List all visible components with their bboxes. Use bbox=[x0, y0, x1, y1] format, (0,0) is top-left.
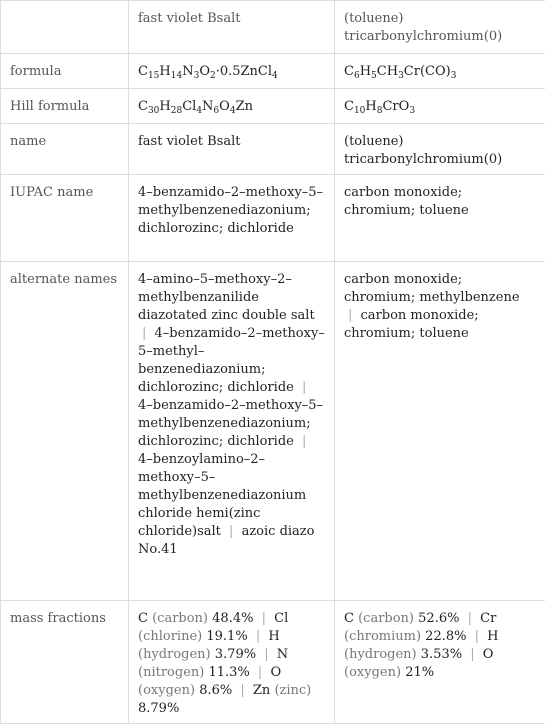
separator: | bbox=[255, 629, 261, 644]
formula-subscript: 3 bbox=[450, 71, 457, 81]
separator: | bbox=[348, 308, 353, 323]
separator: | bbox=[257, 665, 263, 680]
element-symbol: N bbox=[276, 647, 289, 662]
hill-formula-cell bbox=[129, 89, 335, 124]
formula-part: N bbox=[202, 99, 214, 114]
mass-percent: 21% bbox=[405, 665, 435, 680]
formula-subscript: 3 bbox=[398, 71, 404, 81]
formula-subscript: 10 bbox=[353, 106, 366, 116]
formula-subscript: 4 bbox=[272, 71, 278, 81]
element-name: (chromium) bbox=[344, 629, 422, 644]
formula-subscript: 30 bbox=[147, 106, 160, 116]
formula-subscript: 8 bbox=[376, 106, 383, 116]
element-symbol: H bbox=[487, 629, 499, 644]
formula-part: H bbox=[359, 64, 372, 79]
element-name: (oxygen) bbox=[344, 665, 402, 680]
formula-part: H bbox=[159, 64, 171, 79]
separator: | bbox=[264, 647, 269, 662]
alternate-names-cell bbox=[335, 262, 545, 601]
separator: | bbox=[301, 434, 307, 449]
alternate-names-cell bbox=[129, 262, 335, 601]
element-symbol: C bbox=[344, 611, 354, 626]
corner-cell bbox=[1, 1, 129, 54]
formula-part: Cl bbox=[182, 99, 197, 114]
iupac-name-cell: 4–benzamido–2–methoxy–5–methylbenzenediazonium; dichlorozinc; dichloride bbox=[129, 175, 335, 262]
header-row bbox=[1, 1, 545, 54]
separator: | bbox=[301, 380, 307, 395]
alternate-name: 4–benzamido–2–methoxy–5–methylbenzenediazonium; dichlorozinc; dichloride bbox=[138, 398, 324, 449]
element-symbol: H bbox=[268, 629, 280, 644]
formula-subscript: 5 bbox=[371, 71, 377, 81]
formula-part: Zn bbox=[235, 99, 253, 114]
separator: | bbox=[474, 629, 480, 644]
formula-part: CrO bbox=[382, 99, 410, 114]
formula-part: N bbox=[182, 64, 194, 79]
mass-percent: 11.3% bbox=[208, 665, 250, 680]
column-header-toluene-chromium: (toluene) tricarbonylchromium(0) bbox=[335, 1, 545, 54]
formula-part: C bbox=[138, 64, 148, 79]
element-symbol: Cl bbox=[274, 611, 289, 626]
row-label-alternate-names: alternate names bbox=[1, 262, 129, 601]
name-row bbox=[1, 124, 545, 175]
element-symbol: Cr bbox=[480, 611, 497, 626]
element-name: (chlorine) bbox=[138, 629, 203, 644]
separator: | bbox=[261, 611, 266, 626]
mass-fractions-row bbox=[1, 601, 545, 724]
formula-subscript: 3 bbox=[409, 106, 416, 116]
mass-fractions-cell bbox=[335, 601, 545, 724]
element-name: (carbon) bbox=[358, 611, 415, 626]
formula-subscript: 4 bbox=[196, 106, 203, 116]
mass-percent: 19.1% bbox=[206, 629, 248, 644]
alternate-name: 4–amino–5–methoxy–2–methylbenzanilide diazotated zinc double salt bbox=[138, 272, 315, 323]
separator: | bbox=[229, 524, 234, 539]
iupac-name-row bbox=[1, 175, 545, 262]
element-symbol: O bbox=[270, 665, 282, 680]
element-name: (nitrogen) bbox=[138, 665, 205, 680]
formula-part: O bbox=[219, 99, 230, 114]
element-name: (hydrogen) bbox=[138, 647, 211, 662]
formula-part: H bbox=[365, 99, 377, 114]
alternate-name: carbon monoxide; chromium; methylbenzene bbox=[344, 272, 520, 305]
row-label-mass-fractions: mass fractions bbox=[1, 601, 129, 724]
alternate-name: 4–benzamido–2–methoxy–5–methyl–benzenediazonium; dichlorozinc; dichloride bbox=[138, 326, 325, 395]
mass-percent: 8.79% bbox=[138, 701, 180, 716]
mass-percent: 22.8% bbox=[425, 629, 467, 644]
mass-percent: 48.4% bbox=[212, 611, 254, 626]
formula-subscript: 4 bbox=[229, 106, 236, 116]
separator: | bbox=[142, 326, 147, 341]
formula-cell bbox=[335, 54, 545, 89]
formula-part: H bbox=[159, 99, 171, 114]
formula-part: ·0.5ZnCl bbox=[215, 64, 273, 79]
formula-part: C bbox=[344, 64, 354, 79]
element-name: (oxygen) bbox=[138, 683, 196, 698]
mass-percent: 3.79% bbox=[214, 647, 257, 662]
formula-subscript: 28 bbox=[170, 106, 183, 116]
alternate-names-row bbox=[1, 262, 545, 601]
row-label-hill-formula: Hill formula bbox=[1, 89, 129, 124]
formula-subscript: 15 bbox=[147, 71, 160, 81]
formula-subscript: 6 bbox=[353, 71, 360, 81]
formula-subscript: 3 bbox=[193, 71, 200, 81]
formula-part: C bbox=[344, 99, 354, 114]
element-symbol: C bbox=[138, 611, 148, 626]
formula-part: O bbox=[199, 64, 210, 79]
formula-subscript: 14 bbox=[170, 71, 183, 81]
separator: | bbox=[470, 647, 475, 662]
mass-percent: 52.6% bbox=[418, 611, 460, 626]
element-name: (carbon) bbox=[152, 611, 209, 626]
formula-part: Cr(CO) bbox=[403, 64, 451, 79]
alternate-name: azoic diazo No.41 bbox=[138, 524, 315, 557]
alternate-name: carbon monoxide; chromium; toluene bbox=[344, 308, 479, 341]
separator: | bbox=[240, 683, 245, 698]
iupac-name-cell: carbon monoxide; chromium; toluene bbox=[335, 175, 545, 262]
formula-subscript: 2 bbox=[209, 71, 216, 81]
element-symbol: O bbox=[482, 647, 494, 662]
row-label-iupac-name: IUPAC name bbox=[1, 175, 129, 262]
formula-subscript: 6 bbox=[213, 106, 220, 116]
formula-part: CH bbox=[376, 64, 399, 79]
name-cell: fast violet Bsalt bbox=[129, 124, 335, 175]
formula-part: C bbox=[138, 99, 148, 114]
alternate-name: 4–benzoylamino–2–methoxy–5–methylbenzenediazonium chloride hemi(zinc chloride)salt bbox=[138, 452, 307, 539]
hill-formula-cell bbox=[335, 89, 545, 124]
element-name: (hydrogen) bbox=[344, 647, 417, 662]
row-label-formula: formula bbox=[1, 54, 129, 89]
element-name: (zinc) bbox=[274, 683, 312, 698]
name-cell: (toluene) tricarbonylchromium(0) bbox=[335, 124, 545, 175]
formula-row bbox=[1, 54, 545, 89]
mass-percent: 3.53% bbox=[420, 647, 463, 662]
mass-fractions-cell bbox=[129, 601, 335, 724]
element-symbol: Zn bbox=[252, 683, 271, 698]
column-header-fast-violet: fast violet Bsalt bbox=[129, 1, 335, 54]
formula-cell bbox=[129, 54, 335, 89]
hill-formula-row bbox=[1, 89, 545, 124]
separator: | bbox=[467, 611, 472, 626]
row-label-name: name bbox=[1, 124, 129, 175]
mass-percent: 8.6% bbox=[199, 683, 233, 698]
